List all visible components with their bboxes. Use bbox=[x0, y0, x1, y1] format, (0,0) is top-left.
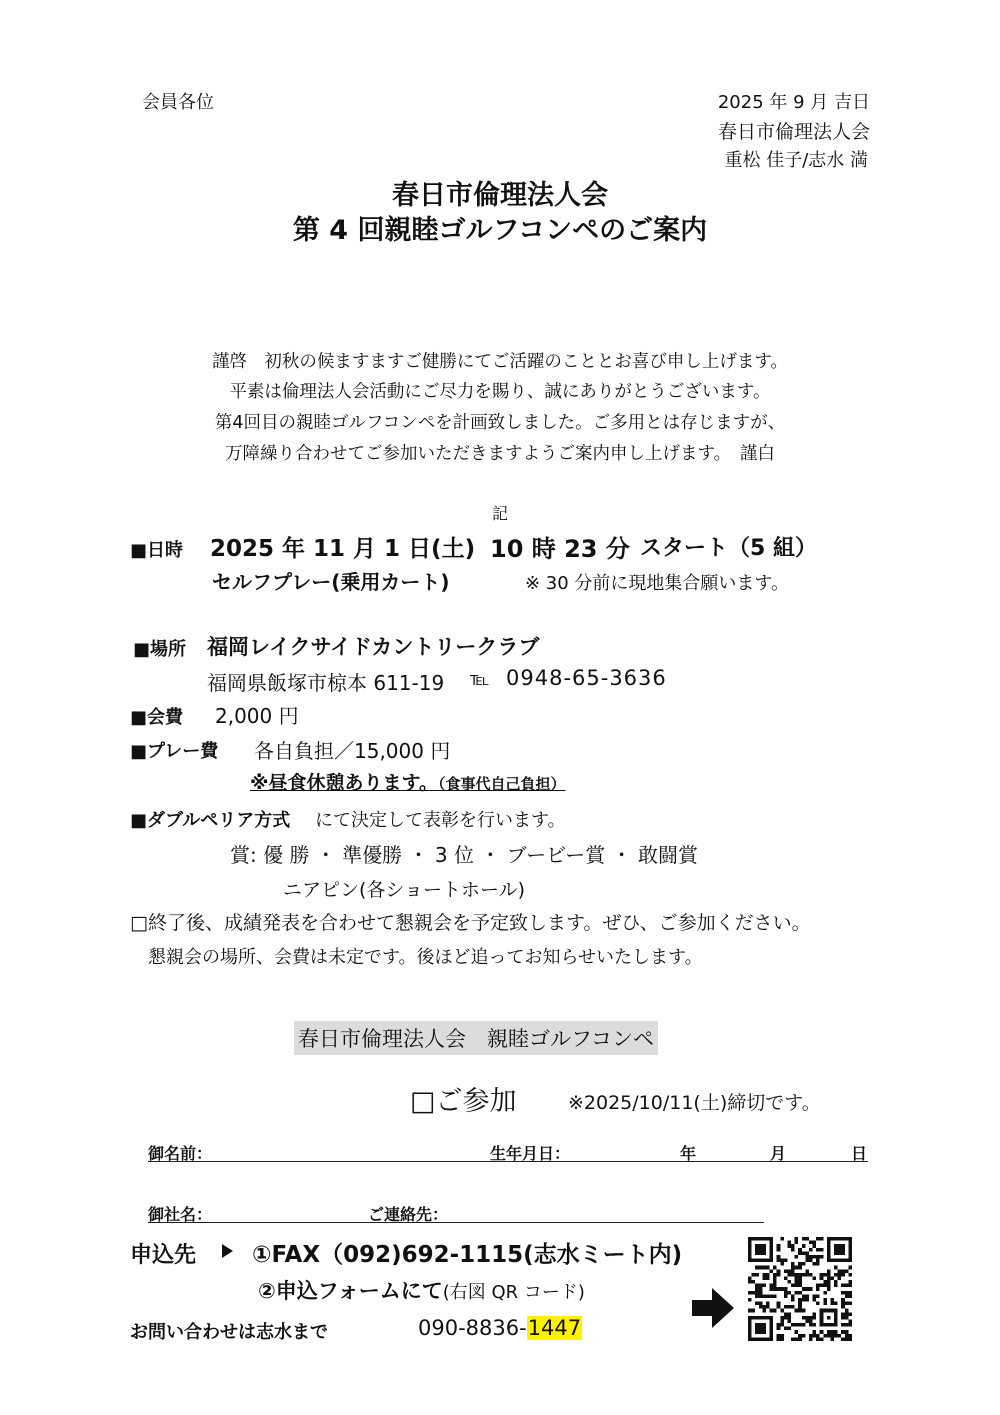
name-field-line[interactable] bbox=[148, 1161, 868, 1162]
party-line-1: □終了後、成績発表を合わせて懇親会を予定致します。ぜひ、ご参加ください。 bbox=[130, 912, 811, 934]
birth-label: 生年月日： bbox=[490, 1144, 571, 1163]
contact-label: ご連絡先： bbox=[368, 1205, 449, 1224]
sender-persons: 重松 佳子/志水 満 bbox=[724, 150, 868, 171]
nearpin: ニアピン(各ショートホール) bbox=[283, 879, 526, 901]
party-line-2: 懇親会の場所、会費は未定です。後ほど追ってお知らせいたします。 bbox=[148, 947, 703, 968]
schedule-start: スタート（5 組） bbox=[640, 536, 817, 561]
sender-org: 春日市倫理法人会 bbox=[717, 121, 870, 143]
venue-tel: 0948-65-3636 bbox=[506, 666, 667, 690]
scoring-text: にて決定して表彰を行います。 bbox=[315, 810, 566, 831]
inquiry-phone bbox=[418, 1316, 582, 1340]
qr-code[interactable] bbox=[748, 1237, 852, 1341]
name-label: 御名前： bbox=[148, 1144, 213, 1163]
phone-highlight: 1447 bbox=[527, 1316, 582, 1340]
lunch-note-sub: （食事代自己負担） bbox=[437, 775, 566, 793]
lunch-note-main: ※昼食休憩あります。 bbox=[250, 772, 438, 794]
triangle-right-icon bbox=[222, 1244, 233, 1258]
intro-line-4: 万障繰り合わせてご参加いただきますようご案内申し上げます。 謹白 bbox=[225, 444, 775, 464]
prize-list: 賞: 優 勝 ・ 準優勝 ・ 3 位 ・ ブービー賞 ・ 敢闘賞 bbox=[230, 843, 698, 867]
fee-value: 2,000 円 bbox=[215, 704, 299, 728]
intro-line-2: 平素は倫理法人会活動にご尽力を賜り、誠にありがとうございます。 bbox=[229, 382, 771, 402]
schedule-time: 10 時 23 分 bbox=[490, 535, 630, 563]
intro-line-3: 第4回目の親睦ゴルフコンペを計画致しました。ご多用とは存じますが、 bbox=[214, 413, 786, 433]
venue-label: ■場所 bbox=[133, 639, 187, 660]
schedule-label: ■日時 bbox=[130, 540, 184, 561]
ki-mark: 記 bbox=[492, 504, 509, 523]
venue-address: 福岡県飯塚市椋本 611-19 bbox=[207, 671, 445, 695]
apply-form bbox=[258, 1275, 585, 1305]
right-arrow-icon bbox=[690, 1285, 736, 1331]
company-label: 御社名： bbox=[148, 1205, 213, 1224]
birth-day: 日 bbox=[851, 1144, 868, 1163]
tel-label: ℡ bbox=[470, 669, 490, 690]
birth-year: 年 bbox=[680, 1144, 697, 1163]
phone-main: 090-8836- bbox=[418, 1316, 527, 1340]
birth-month: 月 bbox=[770, 1144, 787, 1163]
inquiry-label: お問い合わせは志水まで bbox=[130, 1322, 328, 1343]
apply-form-sub: (右図 QR コード) bbox=[442, 1282, 585, 1303]
deadline-note: ※2025/10/11(土)締切です。 bbox=[568, 1092, 821, 1114]
issue-date: 2025 年 9 月 吉日 bbox=[717, 92, 870, 113]
apply-label: 申込先 bbox=[130, 1243, 197, 1268]
title-line-1: 春日市倫理法人会 bbox=[392, 180, 608, 211]
participate-checkbox[interactable]: □ご参加 bbox=[410, 1086, 517, 1117]
scoring-label: ■ダブルペリア方式 bbox=[130, 810, 291, 831]
fee-label: ■会費 bbox=[130, 707, 184, 728]
venue-name: 福岡レイクサイドカントリークラブ bbox=[207, 635, 540, 659]
play-fee-value: 各自負担／15,000 円 bbox=[254, 739, 451, 763]
schedule-date: 2025 年 11 月 1 日(土) bbox=[210, 536, 476, 562]
form-heading: 春日市倫理法人会 親睦ゴルフコンペ bbox=[294, 1021, 658, 1055]
lunch-note bbox=[250, 768, 565, 795]
title-line-2: 第 4 回親睦ゴルフコンペのご案内 bbox=[292, 215, 708, 246]
gather-note: ※ 30 分前に現地集合願います。 bbox=[525, 573, 789, 594]
play-fee-label: ■プレー費 bbox=[130, 741, 219, 762]
apply-form-label: ②申込フォームにて bbox=[258, 1279, 443, 1303]
apply-fax: ①FAX（092)692-1115(志水ミート内) bbox=[252, 1242, 683, 1268]
play-type: セルフプレー(乗用カート) bbox=[212, 570, 450, 594]
addressee: 会員各位 bbox=[142, 92, 214, 113]
intro-line-1: 謹啓 初秋の候ますますご健勝にてご活躍のこととお喜び申し上げます。 bbox=[211, 352, 789, 372]
company-field-line[interactable] bbox=[148, 1222, 764, 1223]
